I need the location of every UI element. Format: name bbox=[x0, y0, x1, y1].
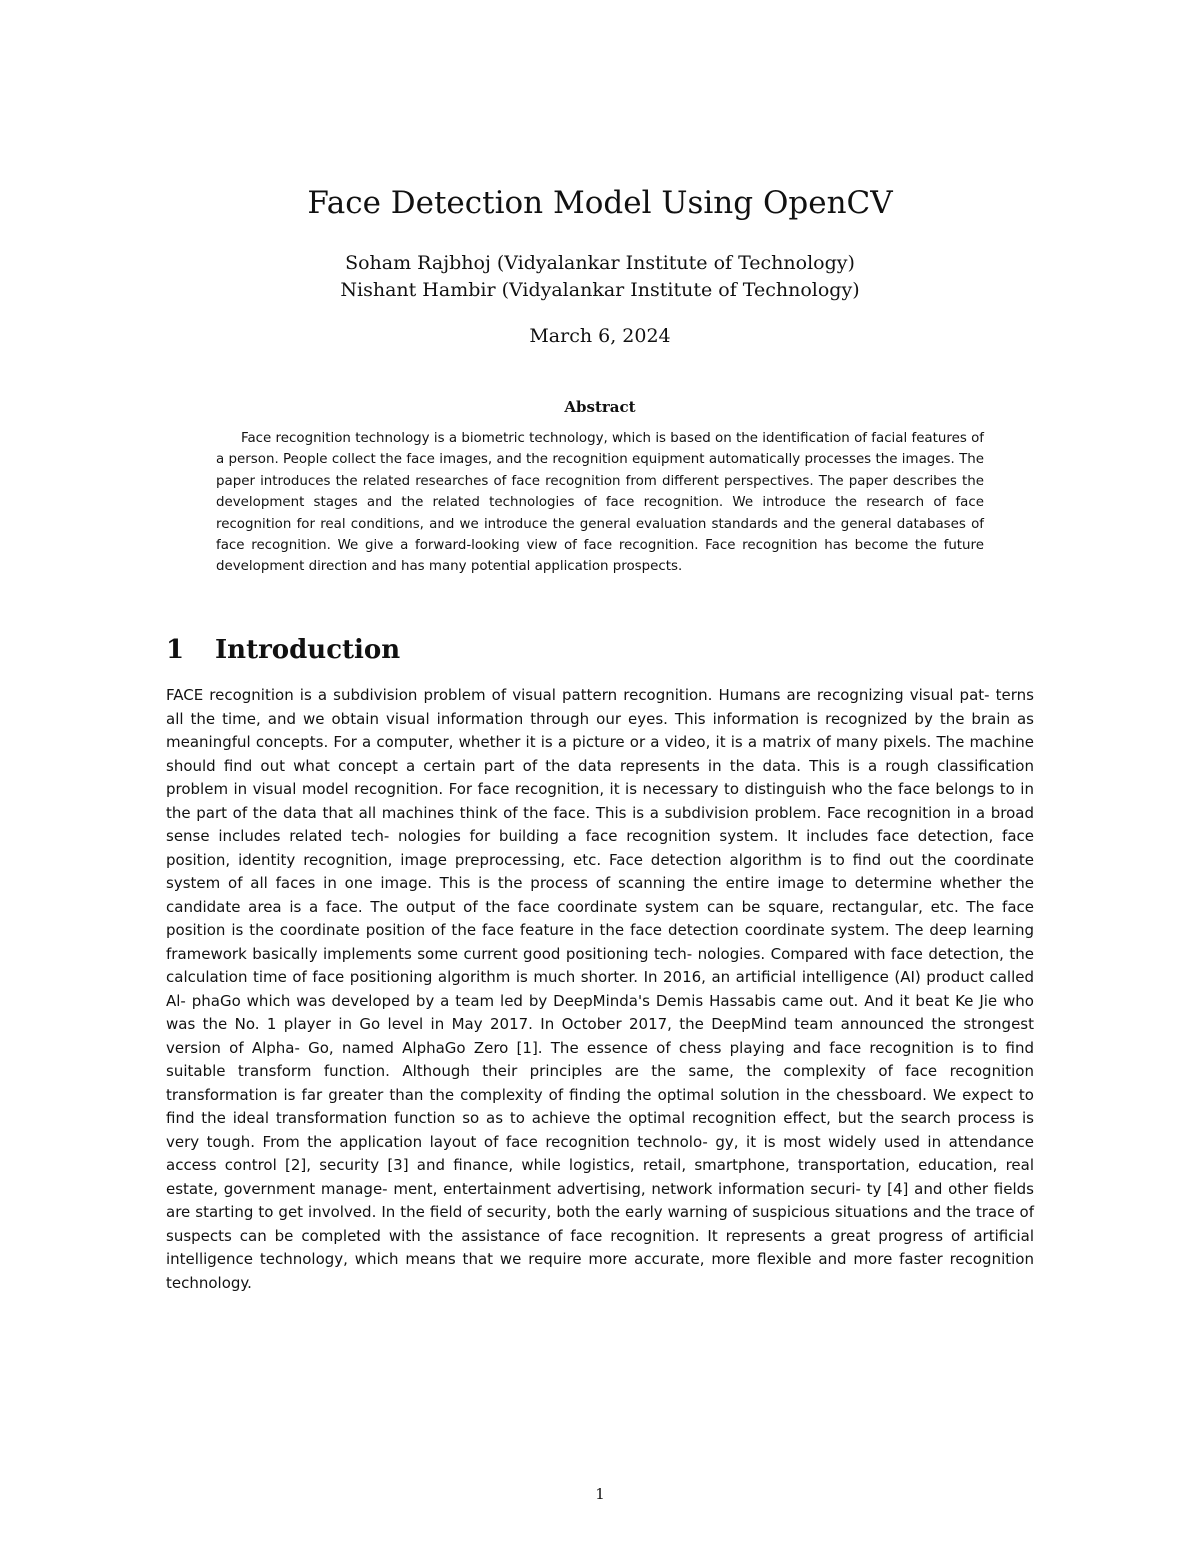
author-2: Nishant Hambir (Vidyalankar Institute of Technology) bbox=[340, 279, 860, 301]
author-list bbox=[0, 250, 1200, 304]
paper-title: Face Detection Model Using OpenCV bbox=[307, 185, 893, 221]
page-number: 1 bbox=[595, 1485, 605, 1503]
abstract-text: Face recognition technology is a biometric technology, which is based on the identification of facial features of a person. People collect the face images, and the recognition equipment automatically processes the images. The paper introduces the related researches of face recognition from different perspectives. The paper describes the development stages and the related technologies of face recognition. We introduce the research of face recognition for real conditions, and we introduce the general evaluation standards and the general databases of face recognition. We give a forward-looking view of face recognition. Face recognition has become the future development direction and has many potential application prospects. bbox=[216, 431, 984, 575]
paper-date: March 6, 2024 bbox=[529, 325, 671, 347]
section-title: Introduction bbox=[215, 635, 401, 665]
author-1: Soham Rajbhoj (Vidyalankar Institute of Technology) bbox=[345, 252, 855, 274]
introduction-text: FACE recognition is a subdivision problem of visual pattern recognition. Humans are recognizing visual pat- terns all the time, and we obtain visual information through our eyes. This information is recognized by the brain as meaningful concepts. For a computer, whether it is a picture or a video, it is a matrix of many pixels. The machine should find out what concept a certain part of the data represents in the data. This is a rough classification problem in visual model recognition. For face recognition, it is necessary to distinguish who the face belongs to in the part of the data that all machines think of the face. This is a subdivision problem. Face recognition in a broad sense includes related tech- nologies for building a face recognition system. It includes face detection, face position, identity recognition, image preprocessing, etc. Face detection algorithm is to find out the coordinate system of all faces in one image. This is the process of scanning the entire image to determine whether the candidate area is a face. The output of the face coordinate system can be square, rectangular, etc. The face position is the coordinate position of the face feature in the face detection coordinate system. The deep learning framework basically implements some current good positioning tech- nologies. Compared with face detection, the calculation time of face positioning algorithm is much shorter. In 2016, an artificial intelligence (AI) product called Al- phaGo which was developed by a team led by DeepMinda's Demis Hassabis came out. And it beat Ke Jie who was the No. 1 player in Go level in May 2017. In October 2017, the DeepMind team announced the strongest version of Alpha- Go, named AlphaGo Zero [1]. The essence of chess playing and face recognition is to find suitable transform function. Although their principles are the same, the complexity of face recognition transformation is far greater than the complexity of finding the optimal solution in the chessboard. We expect to find the ideal transformation function so as to achieve the optimal recognition effect, but the search process is very tough. From the application layout of face recognition technolo- gy, it is most widely used in attendance access control [2], security [3] and finance, while logistics, retail, smartphone, transportation, education, real estate, government manage- ment, entertainment advertising, network information securi- ty [4] and other fields are starting to get involved. In the field of security, both the early warning of suspicious situations and the trace of suspects can be completed with the assistance of face recognition. It represents a great progress of artificial intelligence technology, which means that we require more accurate, more flexible and more faster recognition technology. bbox=[166, 686, 1034, 1292]
introduction-heading bbox=[166, 632, 400, 668]
section-number: 1 bbox=[166, 635, 185, 665]
abstract-heading: Abstract bbox=[564, 398, 636, 416]
